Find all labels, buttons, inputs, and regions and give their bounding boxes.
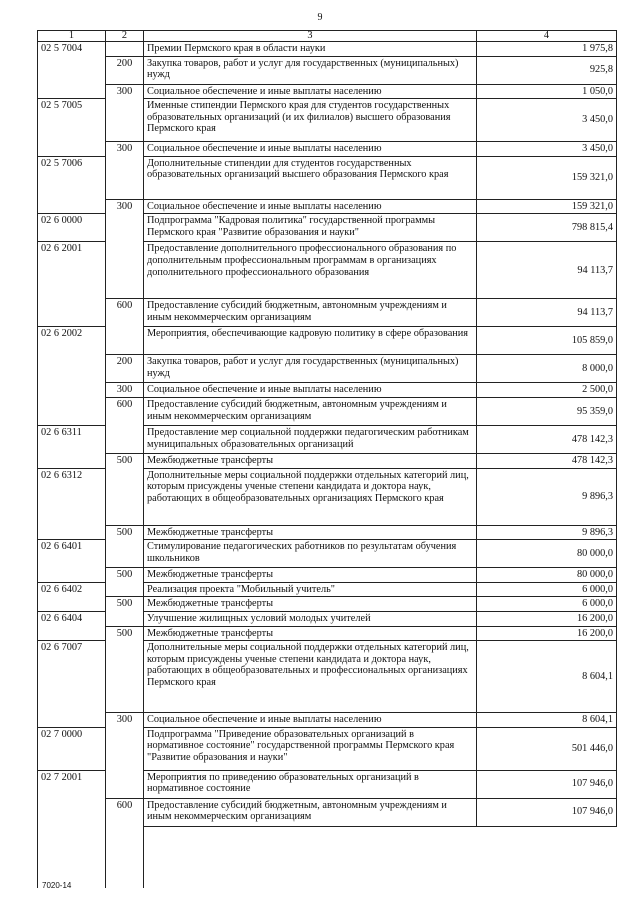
table-row [38, 214, 617, 242]
table-row [38, 327, 617, 355]
amount-cell: 16 200,0 [477, 626, 617, 641]
code-cell [38, 713, 106, 728]
table-row [38, 42, 617, 57]
type-cell: 500 [106, 597, 144, 612]
type-cell: 600 [106, 798, 144, 826]
type-cell [106, 242, 144, 299]
table-row [38, 425, 617, 453]
table-row [38, 199, 617, 214]
code-cell [38, 56, 106, 84]
table-row [38, 568, 617, 583]
code-cell [38, 597, 106, 612]
type-cell [106, 582, 144, 597]
name-cell: Предоставление мер социальной поддержки педагогическим работникам муниципальных образовательных организаций [144, 425, 477, 453]
type-cell [106, 540, 144, 568]
code-cell [38, 383, 106, 398]
type-cell: 300 [106, 713, 144, 728]
type-cell [106, 770, 144, 798]
name-cell: Закупка товаров, работ и услуг для государственных (муниципальных) нужд [144, 56, 477, 84]
code-cell [38, 525, 106, 540]
table-row [38, 641, 617, 713]
amount-cell: 9 896,3 [477, 468, 617, 525]
name-cell: Межбюджетные трансферты [144, 626, 477, 641]
type-cell [106, 727, 144, 770]
table-row [38, 611, 617, 626]
code-cell: 02 6 0000 [38, 214, 106, 242]
amount-cell: 9 896,3 [477, 525, 617, 540]
name-cell: Мероприятия, обеспечивающие кадровую политику в сфере образования [144, 327, 477, 355]
code-cell: 02 6 6402 [38, 582, 106, 597]
code-cell: 02 7 2001 [38, 770, 106, 798]
name-cell: Межбюджетные трансферты [144, 568, 477, 583]
table-row [38, 770, 617, 798]
amount-cell: 94 113,7 [477, 299, 617, 327]
amount-cell: 3 450,0 [477, 142, 617, 157]
type-cell: 500 [106, 453, 144, 468]
table-row [38, 597, 617, 612]
name-cell: Социальное обеспечение и иные выплаты населению [144, 199, 477, 214]
amount-cell: 107 946,0 [477, 798, 617, 826]
code-cell [38, 142, 106, 157]
amount-cell: 6 000,0 [477, 582, 617, 597]
type-cell: 200 [106, 355, 144, 383]
table-row [38, 826, 617, 888]
name-cell: Предоставление дополнительного профессионального образования по дополнительным профессиональным программам в организациях дополнительного профессионального образования [144, 242, 477, 299]
table-row [38, 468, 617, 525]
name-cell: Социальное обеспечение и иные выплаты населению [144, 713, 477, 728]
code-cell [38, 568, 106, 583]
type-cell: 300 [106, 142, 144, 157]
type-cell [106, 99, 144, 142]
name-cell: Закупка товаров, работ и услуг для государственных (муниципальных) нужд [144, 355, 477, 383]
name-cell: Межбюджетные трансферты [144, 453, 477, 468]
amount-cell: 105 859,0 [477, 327, 617, 355]
amount-cell: 2 500,0 [477, 383, 617, 398]
amount-cell: 8 604,1 [477, 641, 617, 713]
type-cell: 300 [106, 383, 144, 398]
table-row [38, 727, 617, 770]
type-cell [106, 611, 144, 626]
name-cell: Межбюджетные трансферты [144, 525, 477, 540]
name-cell: Дополнительные меры социальной поддержки отдельных категорий лиц, которым присуждены ученые степени кандидата и доктора наук, работающих в общеобразовательных и профессиональных организациях Пермского края [144, 641, 477, 713]
table-row [38, 355, 617, 383]
table-row [38, 299, 617, 327]
table-row [38, 99, 617, 142]
amount-cell: 798 815,4 [477, 214, 617, 242]
empty-cell [38, 826, 106, 888]
column-header: 1 [38, 31, 106, 42]
code-cell [38, 626, 106, 641]
table-row [38, 84, 617, 99]
code-cell [38, 299, 106, 327]
code-cell [38, 453, 106, 468]
type-cell: 500 [106, 525, 144, 540]
code-cell [38, 84, 106, 99]
name-cell: Подпрограмма "Кадровая политика" государственной программы Пермского края "Развитие образования и науки" [144, 214, 477, 242]
name-cell: Дополнительные меры социальной поддержки отдельных категорий лиц, которым присуждены ученые степени кандидата и доктора наук, работающих в общеобразовательных организациях Пермского края [144, 468, 477, 525]
amount-cell: 1 975,8 [477, 42, 617, 57]
table-row [38, 582, 617, 597]
type-cell: 500 [106, 626, 144, 641]
type-cell [106, 468, 144, 525]
amount-cell: 6 000,0 [477, 597, 617, 612]
name-cell: Стимулирование педагогических работников по результатам обучения школьников [144, 540, 477, 568]
amount-cell: 8 000,0 [477, 355, 617, 383]
table-row [38, 397, 617, 425]
name-cell: Улучшение жилищных условий молодых учителей [144, 611, 477, 626]
table-row [38, 626, 617, 641]
table-row [38, 156, 617, 199]
type-cell [106, 214, 144, 242]
name-cell: Дополнительные стипендии для студентов государственных образовательных организаций высшего образования Пермского края [144, 156, 477, 199]
name-cell: Реализация проекта "Мобильный учитель" [144, 582, 477, 597]
code-cell: 02 6 6404 [38, 611, 106, 626]
table-header-row [38, 31, 617, 42]
code-cell: 02 6 6312 [38, 468, 106, 525]
amount-cell: 80 000,0 [477, 540, 617, 568]
code-cell [38, 798, 106, 826]
table-row [38, 540, 617, 568]
code-cell: 02 6 2002 [38, 327, 106, 355]
table-row [38, 383, 617, 398]
empty-cell [144, 826, 477, 888]
type-cell: 500 [106, 568, 144, 583]
empty-cell [106, 826, 144, 888]
type-cell: 600 [106, 397, 144, 425]
amount-cell: 107 946,0 [477, 770, 617, 798]
column-header: 2 [106, 31, 144, 42]
amount-cell: 95 359,0 [477, 397, 617, 425]
amount-cell: 925,8 [477, 56, 617, 84]
name-cell: Предоставление субсидий бюджетным, автономным учреждениям и иным некоммерческим организациям [144, 299, 477, 327]
amount-cell: 8 604,1 [477, 713, 617, 728]
code-cell: 02 6 2001 [38, 242, 106, 299]
table-row [38, 56, 617, 84]
type-cell [106, 156, 144, 199]
table-row [38, 713, 617, 728]
code-cell: 02 6 7007 [38, 641, 106, 713]
table-row [38, 142, 617, 157]
name-cell: Предоставление субсидий бюджетным, автономным учреждениям и иным некоммерческим организациям [144, 798, 477, 826]
code-cell: 02 5 7005 [38, 99, 106, 142]
code-cell: 02 5 7006 [38, 156, 106, 199]
code-cell: 02 6 6311 [38, 425, 106, 453]
column-header: 3 [144, 31, 477, 42]
name-cell: Межбюджетные трансферты [144, 597, 477, 612]
code-cell: 02 6 6401 [38, 540, 106, 568]
amount-cell: 80 000,0 [477, 568, 617, 583]
code-cell: 02 5 7004 [38, 42, 106, 57]
type-cell [106, 42, 144, 57]
amount-cell: 16 200,0 [477, 611, 617, 626]
type-cell: 300 [106, 84, 144, 99]
name-cell: Социальное обеспечение и иные выплаты населению [144, 142, 477, 157]
amount-cell: 3 450,0 [477, 99, 617, 142]
amount-cell: 159 321,0 [477, 156, 617, 199]
name-cell: Премии Пермского края в области науки [144, 42, 477, 57]
amount-cell: 1 050,0 [477, 84, 617, 99]
table-row [38, 453, 617, 468]
amount-cell: 478 142,3 [477, 453, 617, 468]
name-cell: Предоставление субсидий бюджетным, автономным учреждениям и иным некоммерческим организациям [144, 397, 477, 425]
name-cell: Подпрограмма "Приведение образовательных организаций в нормативное состояние" государственной программы Пермского края "Развитие образования и науки" [144, 727, 477, 770]
budget-table [37, 30, 617, 888]
column-header: 4 [477, 31, 617, 42]
code-cell: 02 7 0000 [38, 727, 106, 770]
amount-cell: 94 113,7 [477, 242, 617, 299]
amount-cell: 501 446,0 [477, 727, 617, 770]
name-cell: Мероприятия по приведению образовательных организаций в нормативное состояние [144, 770, 477, 798]
name-cell: Социальное обеспечение и иные выплаты населению [144, 84, 477, 99]
type-cell: 200 [106, 56, 144, 84]
amount-cell: 478 142,3 [477, 425, 617, 453]
type-cell [106, 327, 144, 355]
name-cell: Социальное обеспечение и иные выплаты населению [144, 383, 477, 398]
type-cell [106, 425, 144, 453]
code-cell [38, 397, 106, 425]
empty-cell [477, 826, 617, 888]
code-cell [38, 355, 106, 383]
type-cell [106, 641, 144, 713]
table-row [38, 242, 617, 299]
table-row [38, 525, 617, 540]
type-cell: 600 [106, 299, 144, 327]
name-cell: Именные стипендии Пермского края для студентов государственных образовательных организаций (и их филиалов) высшего образования Пермского края [144, 99, 477, 142]
type-cell: 300 [106, 199, 144, 214]
amount-cell: 159 321,0 [477, 199, 617, 214]
table-row [38, 798, 617, 826]
page-number: 9 [317, 12, 323, 23]
footer-code: 7020-14 [42, 881, 72, 890]
code-cell [38, 199, 106, 214]
